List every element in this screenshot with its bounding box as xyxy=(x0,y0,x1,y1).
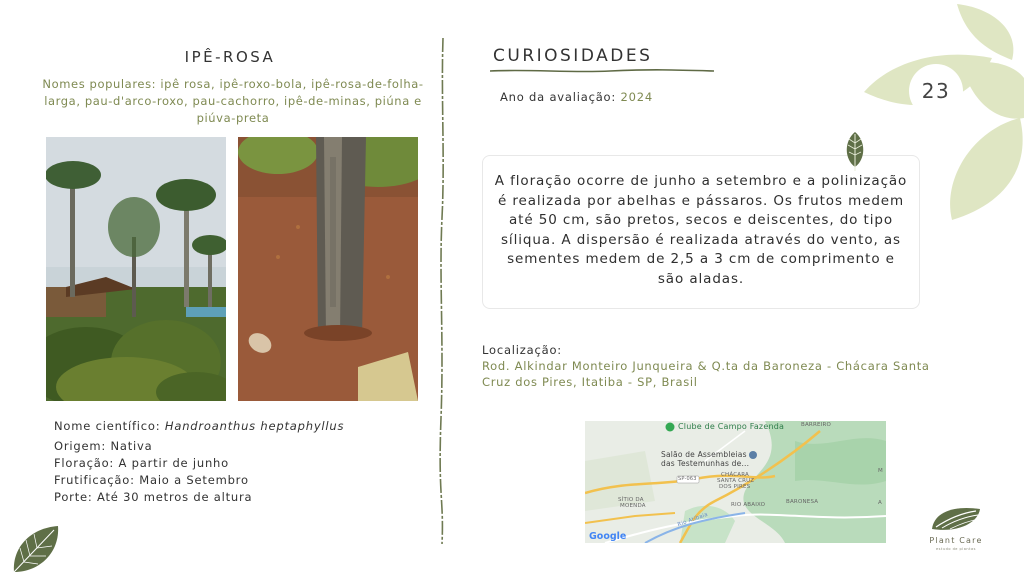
location-label: Localização: xyxy=(482,343,562,357)
map-label-salao-line2: das Testemunhas de... xyxy=(661,459,750,468)
google-logo xyxy=(589,531,626,542)
plant-care-leaf-icon xyxy=(922,503,990,535)
map-label-chacara-line1: CHÁCARA xyxy=(721,472,750,478)
fact-fruiting: Frutificação: Maio a Setembro xyxy=(54,473,249,487)
map-label-edge-a: A xyxy=(878,500,882,506)
title-underline xyxy=(490,68,714,74)
map-label-baronesa: BARONESA xyxy=(786,499,819,505)
logo-name: Plant Care xyxy=(929,536,983,545)
map-label-rio-abaixo: RIO ABAIXO xyxy=(731,502,766,508)
fact-size: Porte: Até 30 metros de altura xyxy=(54,490,253,504)
google-text: Google xyxy=(589,531,627,542)
map-label-edge-m: M xyxy=(878,468,883,474)
curiosity-card xyxy=(482,155,920,309)
plant-facts xyxy=(54,418,344,506)
scientific-name-row xyxy=(54,418,344,435)
scientific-name-label: Nome científico: xyxy=(54,419,161,433)
map-label-chacara-line2: SANTA CRUZ xyxy=(717,478,755,484)
leaf-icon-bottom-left xyxy=(10,522,62,576)
map-label-salao-line1: Salão de Assembleias xyxy=(661,450,747,459)
tree-photo-trunk xyxy=(238,137,418,401)
location-address: Rod. Alkindar Monteiro Junqueira & Q.ta da Baroneza - Chácara Santa Cruz dos Pires, Itatiba - SP, Brasil xyxy=(482,359,930,389)
tree-photo-landscape xyxy=(46,137,226,401)
curiosities-title: CURIOSIDADES xyxy=(493,46,653,66)
map-label-rio-atibaia: Rio Atibaia xyxy=(676,511,709,529)
map-label-sp063: SP-063 xyxy=(678,476,697,482)
map-label-chacara-line3: DOS PIRES xyxy=(719,484,751,490)
scientific-name: Handroanthus heptaphyllus xyxy=(164,419,345,433)
popular-names: Nomes populares: ipê rosa, ipê-roxo-bola, ipê-rosa-de-folha-larga, pau-d'arco-roxo, pau-cachorro, ipê-de-minas, piúna e piúva-preta xyxy=(42,77,424,125)
fact-flowering: Floração: A partir de junho xyxy=(54,456,229,470)
map-label-sitio-line2: MOENDA xyxy=(620,503,646,509)
evaluation-year xyxy=(500,90,653,104)
plant-title: IPÊ-ROSA xyxy=(184,48,276,66)
map-label-barreiro: BARREIRO xyxy=(801,422,832,428)
map-label-sitio-line1: SÍTIO DA xyxy=(618,497,644,503)
evaluation-year-label: Ano da avaliação: xyxy=(500,90,617,104)
location-map[interactable] xyxy=(585,421,886,543)
curiosity-text: A floração ocorre de junho a setembro e a polinização é realizada por abelhas e pássaros. Os frutos medem até 50 cm, são pretos, secos e deiscentes, do tipo síliqua. A dispersão é realizada através do vento, as sementes medem de 2,5 a 3 cm de comprimento e são aladas. xyxy=(494,173,908,287)
logo-tagline: estudo de plantas xyxy=(936,547,976,551)
fact-origin: Origem: Nativa xyxy=(54,439,153,453)
column-divider xyxy=(436,38,448,544)
page-number: 23 xyxy=(921,79,951,103)
plant-care-logo xyxy=(922,503,990,553)
evaluation-year-value: 2024 xyxy=(620,90,654,104)
map-label-clube: Clube de Campo Fazenda xyxy=(678,422,785,431)
